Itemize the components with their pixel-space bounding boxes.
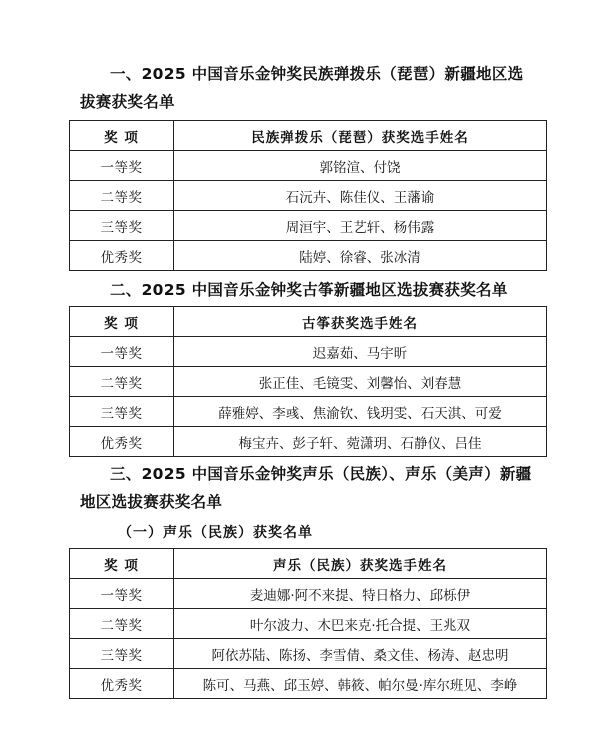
award-cell: 二等奖 bbox=[70, 609, 174, 639]
award-cell: 三等奖 bbox=[70, 211, 174, 241]
award-cell: 二等奖 bbox=[70, 367, 174, 397]
table-row bbox=[70, 367, 547, 397]
section1-table bbox=[69, 120, 547, 271]
section1-title-line2: 拔赛获奖名单 bbox=[80, 93, 175, 111]
table-row bbox=[70, 211, 547, 241]
award-cell: 三等奖 bbox=[70, 397, 174, 427]
table-row bbox=[70, 181, 547, 211]
header-names: 民族弹拨乐（琵琶）获奖选手姓名 bbox=[174, 121, 547, 151]
header-names: 声乐（民族）获奖选手姓名 bbox=[174, 549, 547, 579]
names-cell: 梅宝卉、彭子轩、菀潇玥、石静仪、吕佳 bbox=[174, 427, 547, 457]
names-cell: 麦迪娜·阿不来提、特日格力、邱栎伊 bbox=[174, 579, 547, 609]
section3-heading bbox=[80, 460, 565, 516]
award-cell: 优秀奖 bbox=[70, 241, 174, 271]
names-cell: 叶尔波力、木巴来克·托合提、王兆双 bbox=[174, 609, 547, 639]
header-award: 奖 项 bbox=[70, 121, 174, 151]
names-cell: 周洹宇、王艺轩、杨伟露 bbox=[174, 211, 547, 241]
table-row bbox=[70, 639, 547, 669]
section2-table bbox=[69, 306, 547, 457]
section2-heading bbox=[80, 276, 565, 304]
header-award: 奖 项 bbox=[70, 307, 174, 337]
table-row bbox=[70, 669, 547, 699]
award-cell: 一等奖 bbox=[70, 151, 174, 181]
names-cell: 张正佳、毛镜雯、刘馨怡、刘春慧 bbox=[174, 367, 547, 397]
award-cell: 一等奖 bbox=[70, 579, 174, 609]
table-row bbox=[70, 427, 547, 457]
names-cell: 石沅卉、陈佳仪、王藩谕 bbox=[174, 181, 547, 211]
award-cell: 三等奖 bbox=[70, 639, 174, 669]
table-row bbox=[70, 397, 547, 427]
table-header-row bbox=[70, 549, 547, 579]
table-row bbox=[70, 337, 547, 367]
table-row bbox=[70, 241, 547, 271]
section3-subtitle: （一）声乐（民族）获奖名单 bbox=[118, 525, 313, 541]
section3-title-line2: 地区选拔赛获奖名单 bbox=[80, 493, 223, 511]
names-cell: 陆婷、徐睿、张冰清 bbox=[174, 241, 547, 271]
names-cell: 郭铭渲、付饶 bbox=[174, 151, 547, 181]
award-cell: 优秀奖 bbox=[70, 427, 174, 457]
names-cell: 迟嘉茹、马宇昕 bbox=[174, 337, 547, 367]
award-cell: 优秀奖 bbox=[70, 669, 174, 699]
header-names: 古筝获奖选手姓名 bbox=[174, 307, 547, 337]
section1-title-line1: 一、2025 中国音乐金钟奖民族弹拨乐（琵琶）新疆地区选 bbox=[110, 65, 524, 83]
header-award: 奖 项 bbox=[70, 549, 174, 579]
award-cell: 一等奖 bbox=[70, 337, 174, 367]
table-header-row bbox=[70, 307, 547, 337]
names-cell: 薛雅婷、李彧、焦渝钦、钱玥雯、石天淇、可爱 bbox=[174, 397, 547, 427]
table-row bbox=[70, 151, 547, 181]
section3-title-line1: 三、2025 中国音乐金钟奖声乐（民族）、声乐（美声）新疆 bbox=[110, 465, 532, 483]
table-row bbox=[70, 579, 547, 609]
section3-table bbox=[69, 548, 547, 699]
section2-title: 二、2025 中国音乐金钟奖古筝新疆地区选拔赛获奖名单 bbox=[110, 281, 508, 299]
names-cell: 阿依苏陆、陈扬、李雪倩、桑文佳、杨涛、赵忠明 bbox=[174, 639, 547, 669]
table-row bbox=[70, 609, 547, 639]
award-cell: 二等奖 bbox=[70, 181, 174, 211]
section1-heading bbox=[80, 60, 565, 116]
table-header-row bbox=[70, 121, 547, 151]
names-cell: 陈可、马燕、邱玉婷、韩筱、帕尔曼·库尔班见、李峥 bbox=[174, 669, 547, 699]
